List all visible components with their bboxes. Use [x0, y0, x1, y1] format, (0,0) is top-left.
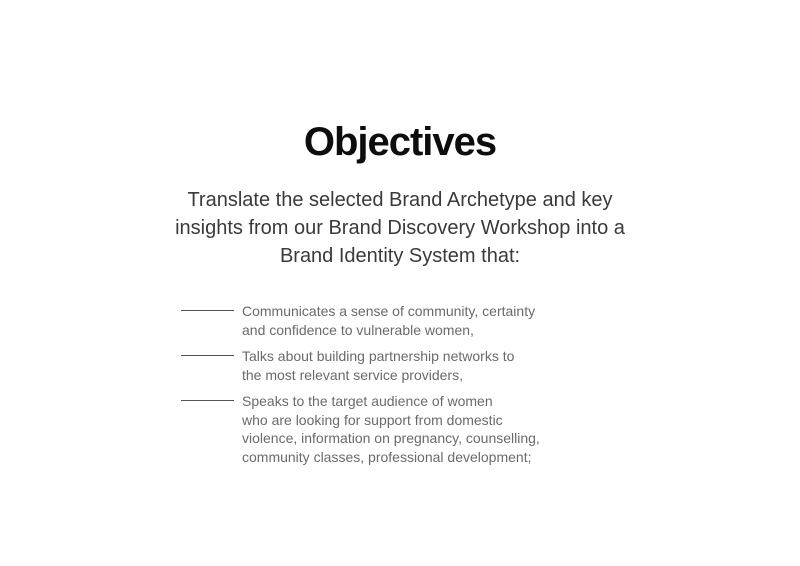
objective-line: community classes, professional development;	[242, 448, 532, 465]
intro-line: Brand Identity System that:	[279, 245, 521, 267]
objective-line: Communicates a sense of community, certainty	[242, 303, 536, 319]
dash-divider	[181, 400, 234, 401]
objective-line: who are looking for support from domestic	[242, 411, 503, 428]
dash-divider	[181, 355, 234, 356]
objective-item	[181, 347, 601, 384]
objective-item	[181, 302, 601, 339]
objective-line: and confidence to vulnerable women,	[242, 321, 474, 338]
intro-line: Translate the selected Brand Archetype and key	[187, 189, 613, 211]
dash-divider	[181, 310, 234, 311]
intro-paragraph	[140, 186, 660, 270]
objective-line: Talks about building partnership networks to	[242, 348, 515, 364]
objectives-list	[181, 302, 601, 474]
objective-line: violence, information on pregnancy, counselling,	[242, 430, 540, 446]
objective-item	[181, 392, 601, 466]
objective-line: the most relevant service providers,	[242, 366, 463, 383]
intro-line: insights from our Brand Discovery Workshop into a	[175, 217, 625, 239]
objective-line: Speaks to the target audience of women	[242, 393, 493, 409]
page-title: Objectives	[303, 120, 497, 164]
